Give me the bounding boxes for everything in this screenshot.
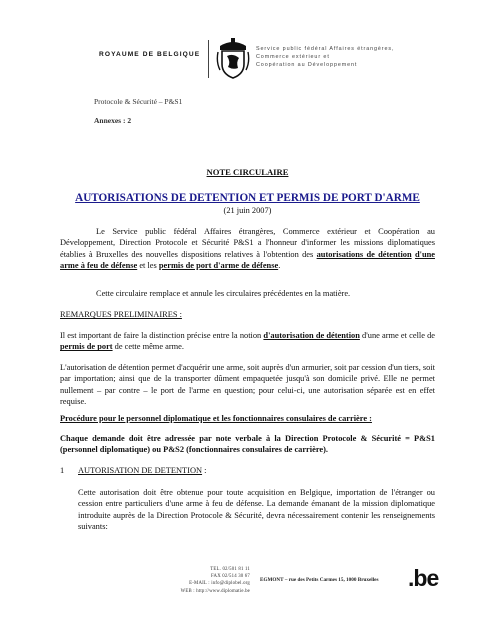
department-label: Protocole & Sécurité – P&S1 — [94, 97, 183, 106]
note-title: NOTE CIRCULAIRE — [206, 167, 289, 177]
footer-tel: TEL. 02/501 81 11 — [210, 567, 250, 572]
be-logo: .be — [408, 565, 439, 591]
footer-address: EGMONT – rue des Petits Carmes 15, 1000 Bruxelles — [260, 577, 379, 583]
header-divider — [208, 40, 209, 78]
intro-paragraph: Le Service public fédéral Affaires étrangères, Commerce extérieur et Coopération au Développement, Direction Protocole et Sécurité P&S1 a l'honneur d'informer les missions diplomatiques établies à Bruxelles des nouvelles dispositions relatives à l'obtention des autorisations de détention d'une arme à feu de défense et les permis de port d'arme de défense. — [60, 227, 435, 271]
section-paragraph: Cette autorisation doit être obtenue pour toute acquisition en Belgique, importation de l'étranger ou cession entre particuliers d'une arme à feu de défense. La demande émanant de la mission diplomatique introduite auprès de la Direction Protocole & Sécurité, devra nécessairement contenir les renseignements suivants: — [78, 488, 435, 532]
link-authorisation-detention: autorisations de détention — [316, 249, 412, 259]
section-title: AUTORISATION DE DETENTION : — [78, 466, 207, 475]
remark-detention-paragraph: L'autorisation de détention permet d'acquérir une arme, soit auprès d'un armurier, soit par cession d'un tiers, soit par importation; ainsi que de la transporter dûment empaquetée jusqu'à son domicile privé. Elle ne permet nullement – par contre – le port de l'arme en question; pour celui-ci, une autorisation séparée est en effet requise. — [60, 363, 435, 407]
kingdom-label: ROYAUME DE BELGIQUE — [99, 51, 201, 58]
footer-contact — [140, 566, 250, 595]
section-number: 1 — [60, 466, 65, 475]
procedure-heading: Procédure pour le personnel diplomatique et les fonctionnaires consulaires de carrière : — [60, 414, 372, 423]
main-title: AUTORISATIONS DE DETENTION ET PERMIS DE PORT D'ARME — [75, 192, 420, 204]
belgian-coat-of-arms-logo — [216, 36, 250, 80]
service-public-label: Service public fédéral Affaires étrangères, Commerce extérieur et Coopération au Développement — [256, 46, 395, 68]
procedure-text: Chaque demande doit être adressée par note verbale à la Direction Protocole & Sécurité = P&S1 (personnel diplomatique) ou P&S2 (fonctionnaires consulaires de carrière). — [60, 434, 435, 455]
remark-distinction: Il est important de faire la distinction précise entre la notion d'autorisation de détention d'une arme et celle de permis de port de cette même arme. — [60, 331, 436, 352]
footer-email: E-MAIL : info@diplobel.org — [189, 581, 250, 587]
footer-web: WEB : http://www.diplomatie.be — [180, 588, 250, 594]
footer-fax: FAX 02/514 30 67 — [211, 574, 250, 580]
link-permis-port: permis de port d'arme de défense — [158, 261, 279, 271]
date-label: (21 juin 2007) — [223, 206, 272, 215]
annexes-label: Annexes : 2 — [94, 116, 132, 125]
replacement-paragraph: Cette circulaire remplace et annule les circulaires précédentes en la matière. — [96, 289, 351, 298]
remarks-heading: REMARQUES PRELIMINAIRES : — [60, 310, 182, 319]
link-arme-defense: d'une arme à feu de défense — [60, 249, 435, 271]
